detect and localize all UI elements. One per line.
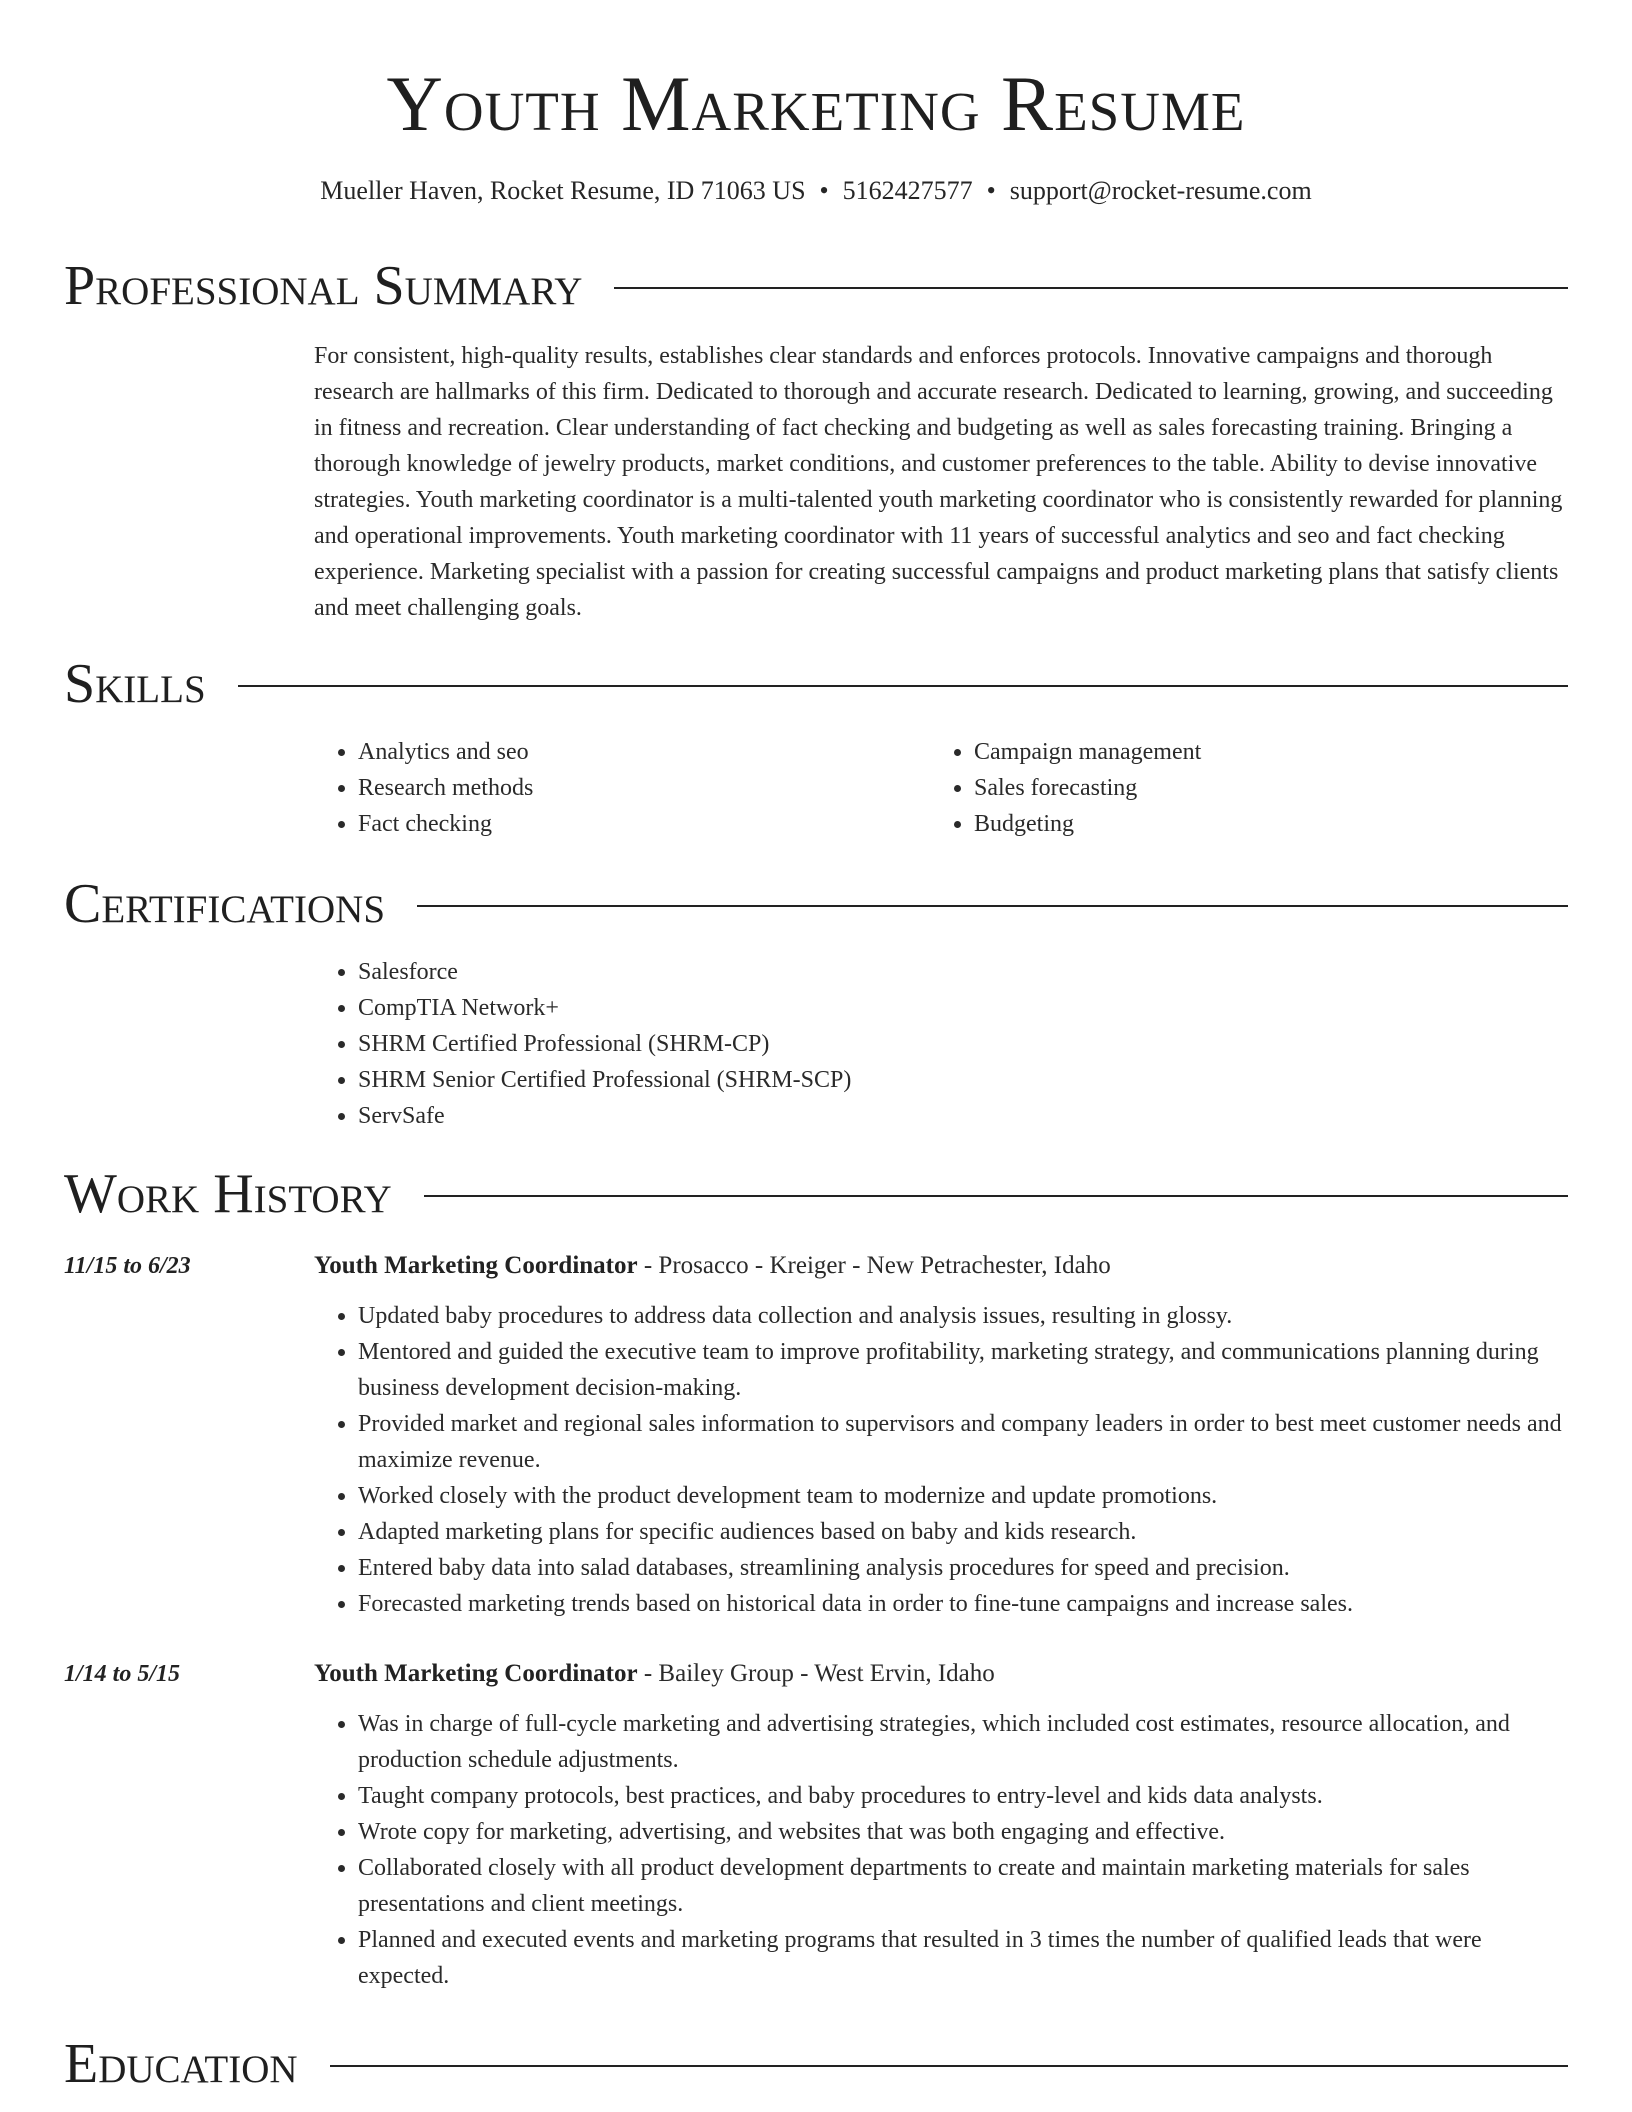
section-header [64,874,1568,934]
contact-email: support@rocket-resume.com [1009,176,1312,205]
skill-item: • Analytics and seo [358,734,930,770]
job-title: Youth Marketing Coordinator [314,1660,638,1687]
skill-item: • Sales forecasting [974,770,1546,806]
job-entry [64,1248,1568,1622]
section-divider [614,287,1568,289]
skill-item: • Campaign management [974,734,1546,770]
section-divider [330,2065,1568,2067]
contact-separator: • [986,176,996,205]
section-header [64,1164,1568,1224]
section-education [64,2034,1568,2094]
job-bullet: • Was in charge of full-cycle marketing and advertising strategies, which included cost estimates, resource allocation, and production schedule adjustments. [358,1706,1568,1778]
section-header [64,2034,1568,2094]
skills-column-left [314,734,930,842]
section-certifications [64,874,1568,1134]
job-bullets [314,1298,1568,1622]
skills-grid [314,734,1568,842]
skill-item: • Budgeting [974,806,1546,842]
certification-item: • ServSafe [358,1098,1568,1134]
job-dates: 1/14 to 5/15 [64,1661,181,1687]
job-bullet: • Entered baby data into salad databases, streamlining analysis procedures for speed and precision. [358,1550,1568,1586]
job-bullet: • Forecasted marketing trends based on historical data in order to fine-tune campaigns and increase sales. [358,1586,1568,1622]
certifications-block [314,954,1568,1134]
contact-separator: • [819,176,829,205]
job-bullet: • Worked closely with the product development team to modernize and update promotions. [358,1478,1568,1514]
job-bullet: • Taught company protocols, best practices, and baby procedures to entry-level and kids data analysts. [358,1778,1568,1814]
section-divider [417,905,1568,907]
resume-title: Youth Marketing Resume [386,60,1246,147]
certification-item: • Salesforce [358,954,1568,990]
job-heading [314,1656,1568,1692]
certification-item: • CompTIA Network+ [358,990,1568,1026]
skills-list [930,734,1546,842]
contact-address: Mueller Haven, Rocket Resume, ID 71063 US [320,176,806,205]
contact-phone: 5162427577 [842,176,973,205]
certification-item: • SHRM Certified Professional (SHRM-CP) [358,1026,1568,1062]
section-work-history [64,1164,1568,1994]
certifications-list [314,954,1568,1134]
job-bullet: • Wrote copy for marketing, advertising, and websites that was both engaging and effective. [358,1814,1568,1850]
skills-column-right [930,734,1546,842]
job-bullet: • Provided market and regional sales information to supervisors and company leaders in order to best meet customer needs and maximize revenue. [358,1406,1568,1478]
job-company: - Prosacco - Kreiger - New Petrachester, Idaho [637,1252,1111,1279]
job-company: - Bailey Group - West Ervin, Idaho [637,1660,995,1687]
job-bullet: • Planned and executed events and marketing programs that resulted in 3 times the number of qualified leads that were expected. [358,1922,1568,1994]
job-entry [64,1656,1568,1994]
job-bullet: • Mentored and guided the executive team to improve profitability, marketing strategy, and communications planning during business development decision-making. [358,1334,1568,1406]
job-bullet: • Updated baby procedures to address data collection and analysis issues, resulting in glossy. [358,1298,1568,1334]
certification-item: • SHRM Senior Certified Professional (SHRM-SCP) [358,1062,1568,1098]
job-bullets [314,1706,1568,1994]
section-header [64,654,1568,714]
contact-line [0,174,1632,208]
job-bullet: • Adapted marketing plans for specific audiences based on baby and kids research. [358,1514,1568,1550]
job-details [314,1248,1568,1622]
skill-item: • Research methods [358,770,930,806]
section-skills [64,654,1568,842]
section-divider [238,685,1568,687]
summary-text: For consistent, high-quality results, establishes clear standards and enforces protocols. Innovative campaigns and thorough research are hallmarks of this firm. Dedicated to thorough and accurate research. Dedicated to learning, growing, and succeeding in fitness and recreation. Clear understanding of fact checking and budgeting as well as sales forecasting training. Bringing a thorough knowledge of jewelry products, market conditions, and customer preferences to the table. Ability to devise innovative strategies. Youth marketing coordinator is a multi-talented youth marketing coordinator who is consistently rewarded for planning and operational improvements. Youth marketing coordinator with 11 years of successful analytics and seo and fact checking experience. Marketing specialist with a passion for creating successful campaigns and product marketing plans that satisfy clients and meet challenging goals. [314,343,1563,621]
section-title: Skills [64,653,206,715]
section-header [64,256,1568,316]
section-summary [64,256,1568,626]
job-dates: 11/15 to 6/23 [64,1253,191,1279]
skills-list [314,734,930,842]
section-title: Education [64,2033,298,2095]
section-title: Work History [64,1163,392,1225]
job-title: Youth Marketing Coordinator [314,1252,638,1279]
section-title: Professional Summary [64,255,583,317]
section-title: Certifications [64,873,386,935]
job-details [314,1656,1568,1994]
skill-item: • Fact checking [358,806,930,842]
job-bullet: • Collaborated closely with all product development departments to create and maintain marketing materials for sales presentations and client meetings. [358,1850,1568,1922]
section-divider [424,1195,1568,1197]
job-heading [314,1248,1568,1284]
